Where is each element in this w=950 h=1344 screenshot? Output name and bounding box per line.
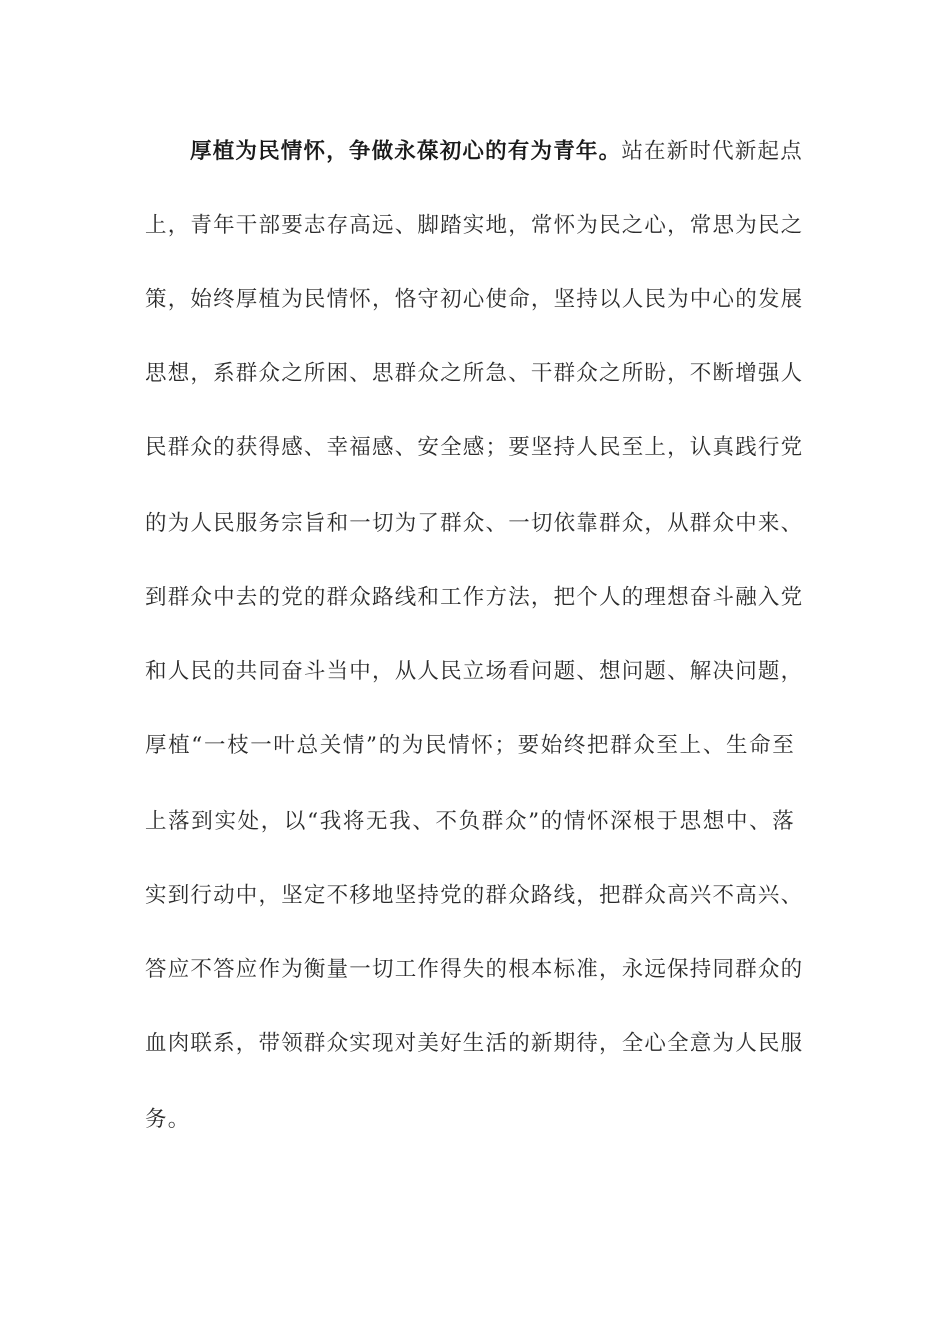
- paragraph-line-6: 的为人民服务宗旨和一切为了群众、一切依靠群众，从群众中来、: [145, 511, 804, 536]
- paragraph-line-11: 实到行动中，坚定不移地坚持党的群众路线，把群众高兴不高兴、: [145, 883, 804, 908]
- paragraph-first-line-text: 站在新时代新起点: [621, 139, 803, 164]
- paragraph-line-9: 厚植“一枝一叶总关情”的为民情怀；要始终把群众至上、生命至: [145, 733, 795, 758]
- paragraph-line-8: 和人民的共同奋斗当中，从人民立场看问题、想问题、解决问题，: [145, 659, 804, 684]
- paragraph-line-1: [190, 136, 803, 168]
- paragraph-line-7: 到群众中去的党的群众路线和工作方法，把个人的理想奋斗融入党: [145, 585, 804, 610]
- paragraph-line-14: 务。: [145, 1107, 191, 1132]
- paragraph-line-10: 上落到实处，以“我将无我、不负群众”的情怀深根于思想中、落: [145, 809, 795, 834]
- paragraph-line-12: 答应不答应作为衡量一切工作得失的根本标准，永远保持同群众的: [145, 957, 804, 982]
- paragraph-line-4: 思想，系群众之所困、思群众之所急、干群众之所盼，不断增强人: [145, 361, 804, 386]
- paragraph-lead-heading: 厚植为民情怀，争做永葆初心的有为青年。: [190, 139, 622, 164]
- paragraph-line-3: 策，始终厚植为民情怀，恪守初心使命，坚持以人民为中心的发展: [145, 287, 804, 312]
- paragraph-line-2: 上，青年干部要志存高远、脚踏实地，常怀为民之心，常思为民之: [145, 213, 804, 238]
- paragraph-line-13: 血肉联系，带领群众实现对美好生活的新期待，全心全意为人民服: [145, 1031, 804, 1056]
- paragraph-line-5: 民群众的获得感、幸福感、安全感；要坚持人民至上，认真践行党: [145, 435, 804, 460]
